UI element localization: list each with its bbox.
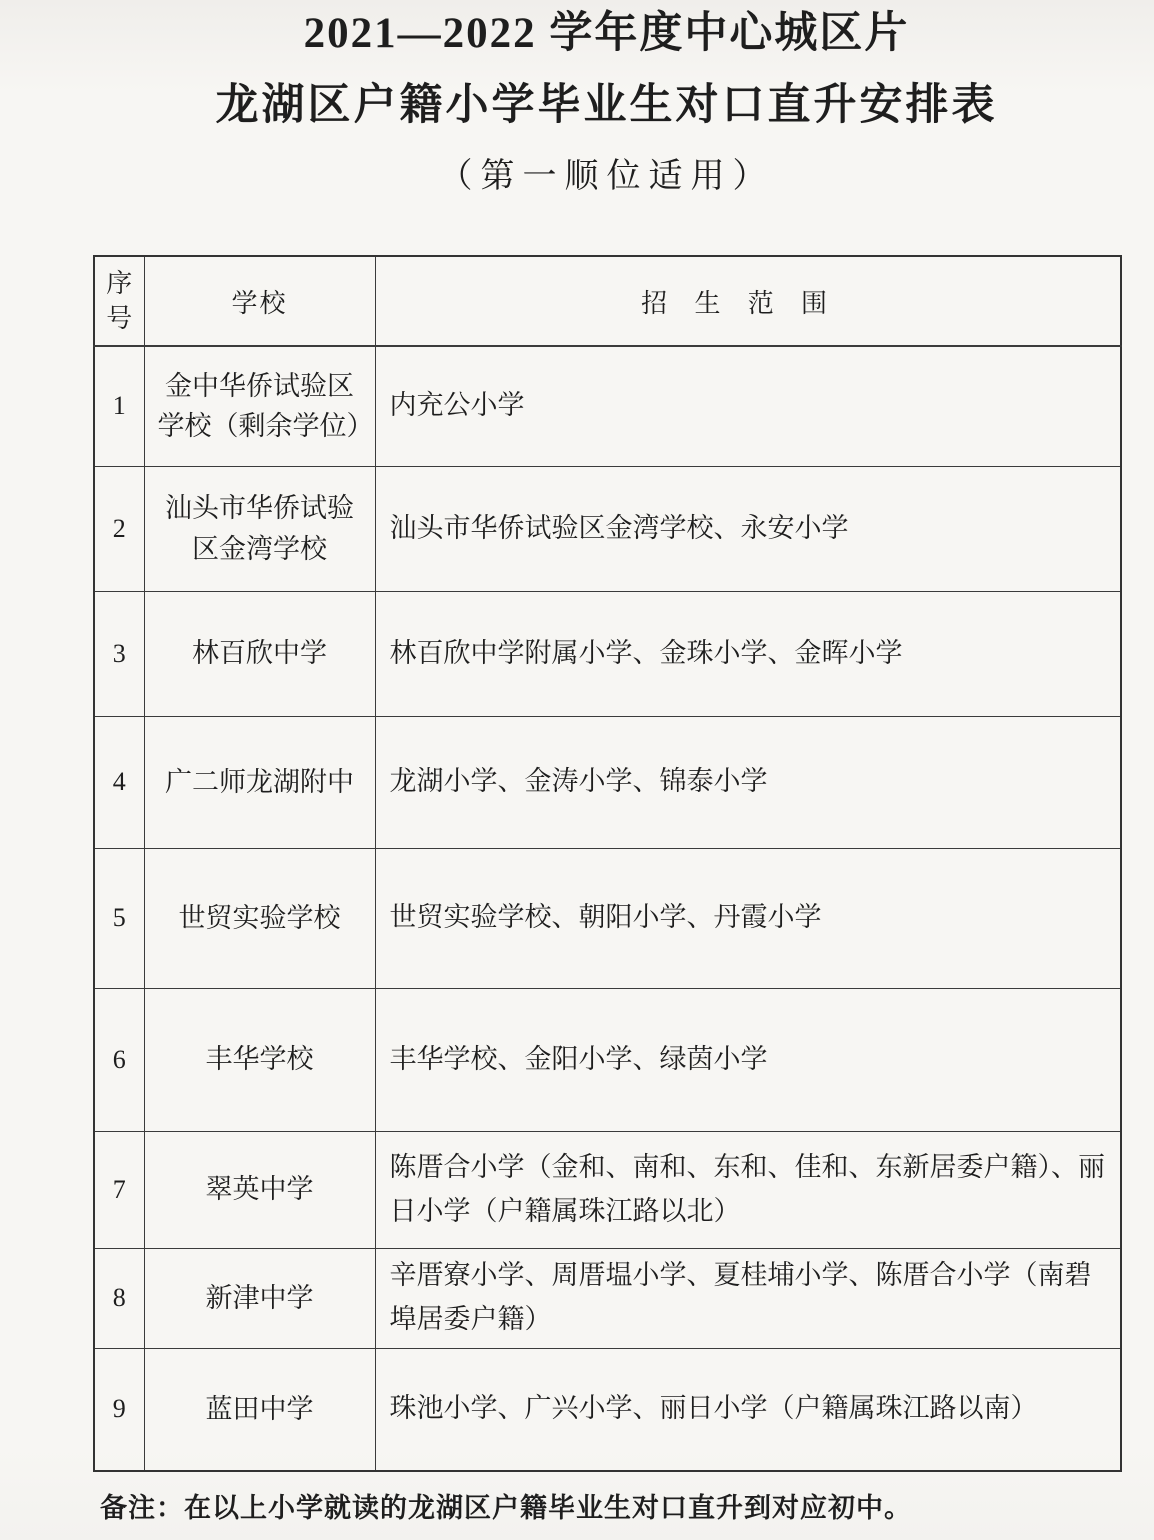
column-header-index: 序号 — [94, 256, 144, 346]
table-row — [94, 848, 1121, 988]
row-number-cell: 8 — [94, 1248, 144, 1348]
title-line-main: 龙湖区户籍小学毕业生对口直升安排表 — [215, 81, 998, 129]
row-number-cell: 5 — [94, 848, 144, 988]
range-cell: 辛厝寮小学、周厝塭小学、夏桂埔小学、陈厝合小学（南碧埠居委户籍） — [375, 1248, 1121, 1348]
school-cell: 新津中学 — [144, 1248, 375, 1348]
row-number-cell: 2 — [94, 466, 144, 591]
range-cell: 珠池小学、广兴小学、丽日小学（户籍属珠江路以南） — [375, 1348, 1121, 1471]
school-cell: 丰华学校 — [144, 988, 375, 1131]
row-number-cell: 7 — [94, 1131, 144, 1248]
table-row — [94, 591, 1121, 716]
table-body — [94, 346, 1121, 1471]
row-number-cell: 9 — [94, 1348, 144, 1471]
table-row — [94, 988, 1121, 1131]
row-number-cell: 3 — [94, 591, 144, 716]
column-header-school: 学校 — [144, 256, 375, 346]
range-cell: 汕头市华侨试验区金湾学校、永安小学 — [375, 466, 1121, 591]
school-cell: 金中华侨试验区学校（剩余学位） — [144, 346, 375, 466]
school-cell: 汕头市华侨试验区金湾学校 — [144, 466, 375, 591]
table-header-row — [94, 256, 1121, 346]
school-cell: 翠英中学 — [144, 1131, 375, 1248]
title-line-priority-note: （第一顺位适用） — [438, 158, 775, 196]
range-cell: 世贸实验学校、朝阳小学、丹霞小学 — [375, 848, 1121, 988]
footnote: 备注：在以上小学就读的龙湖区户籍毕业生对口直升到对应初中。 — [100, 1493, 912, 1523]
row-number-cell: 4 — [94, 716, 144, 848]
table-header — [94, 256, 1121, 346]
range-cell: 龙湖小学、金涛小学、锦泰小学 — [375, 716, 1121, 848]
table-row — [94, 1131, 1121, 1248]
range-cell: 内充公小学 — [375, 346, 1121, 466]
table-row — [94, 716, 1121, 848]
row-number-cell: 1 — [94, 346, 144, 466]
row-number-cell: 6 — [94, 988, 144, 1131]
school-cell: 林百欣中学 — [144, 591, 375, 716]
range-cell: 林百欣中学附属小学、金珠小学、金晖小学 — [375, 591, 1121, 716]
assignment-table — [93, 255, 1122, 1472]
document-title-block — [93, 0, 1120, 198]
table-row — [94, 346, 1121, 466]
table-row — [94, 1348, 1121, 1471]
table-row — [94, 1248, 1121, 1348]
table-row — [94, 466, 1121, 591]
column-header-range: 招生范围 — [375, 256, 1121, 346]
title-line-academic-year: 2021—2022 学年度中心城区片 — [303, 10, 910, 57]
school-cell: 世贸实验学校 — [144, 848, 375, 988]
range-cell: 丰华学校、金阳小学、绿茵小学 — [375, 988, 1121, 1131]
school-cell: 广二师龙湖附中 — [144, 716, 375, 848]
range-cell: 陈厝合小学（金和、南和、东和、佳和、东新居委户籍）、丽日小学（户籍属珠江路以北） — [375, 1131, 1121, 1248]
school-cell: 蓝田中学 — [144, 1348, 375, 1471]
